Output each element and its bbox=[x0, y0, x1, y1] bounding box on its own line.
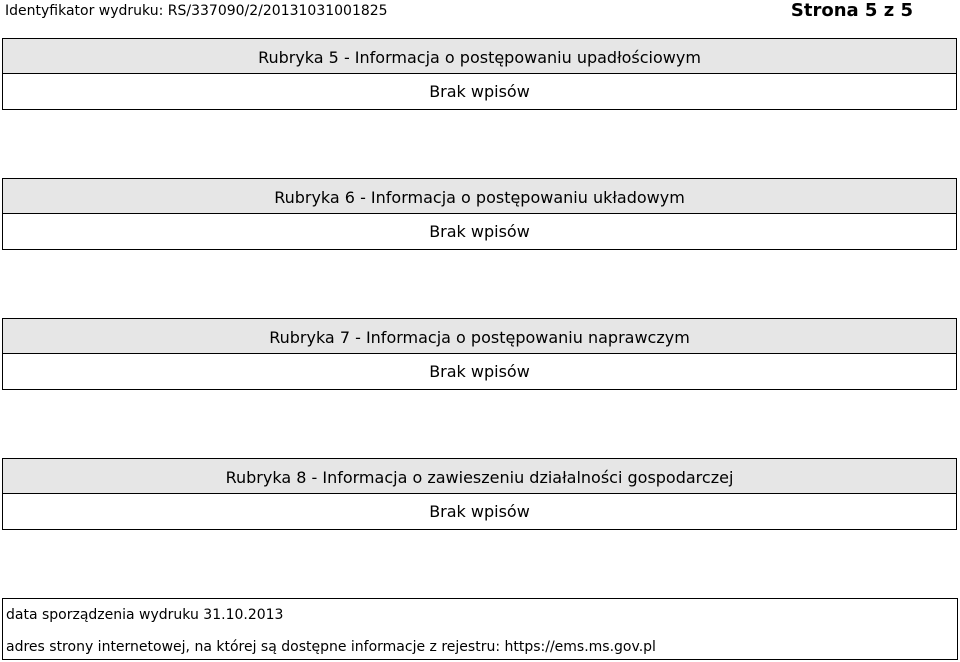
section-body: Brak wpisów bbox=[429, 362, 530, 381]
section-title: Rubryka 8 - Informacja o zawieszeniu działalności gospodarczej bbox=[3, 459, 956, 494]
section-rubryka-8 bbox=[2, 458, 957, 530]
section-rubryka-7 bbox=[2, 318, 957, 390]
print-date: data sporządzenia wydruku 31.10.2013 bbox=[6, 607, 284, 623]
section-title: Rubryka 7 - Informacja o postępowaniu naprawczym bbox=[3, 319, 956, 354]
footer bbox=[2, 598, 958, 660]
section-title: Rubryka 6 - Informacja o postępowaniu układowym bbox=[3, 179, 956, 214]
section-rubryka-5 bbox=[2, 38, 957, 110]
section-body: Brak wpisów bbox=[429, 502, 530, 521]
print-identifier: Identyfikator wydruku: RS/337090/2/20131031001825 bbox=[5, 3, 388, 19]
section-body: Brak wpisów bbox=[429, 222, 530, 241]
registry-address: adres strony internetowej, na której są dostępne informacje z rejestru: https://ems.ms.gov.pl bbox=[6, 639, 656, 655]
section-body: Brak wpisów bbox=[429, 82, 530, 101]
section-rubryka-6 bbox=[2, 178, 957, 250]
page-number: Strona 5 z 5 bbox=[790, 0, 913, 21]
section-title: Rubryka 5 - Informacja o postępowaniu upadłościowym bbox=[3, 39, 956, 74]
